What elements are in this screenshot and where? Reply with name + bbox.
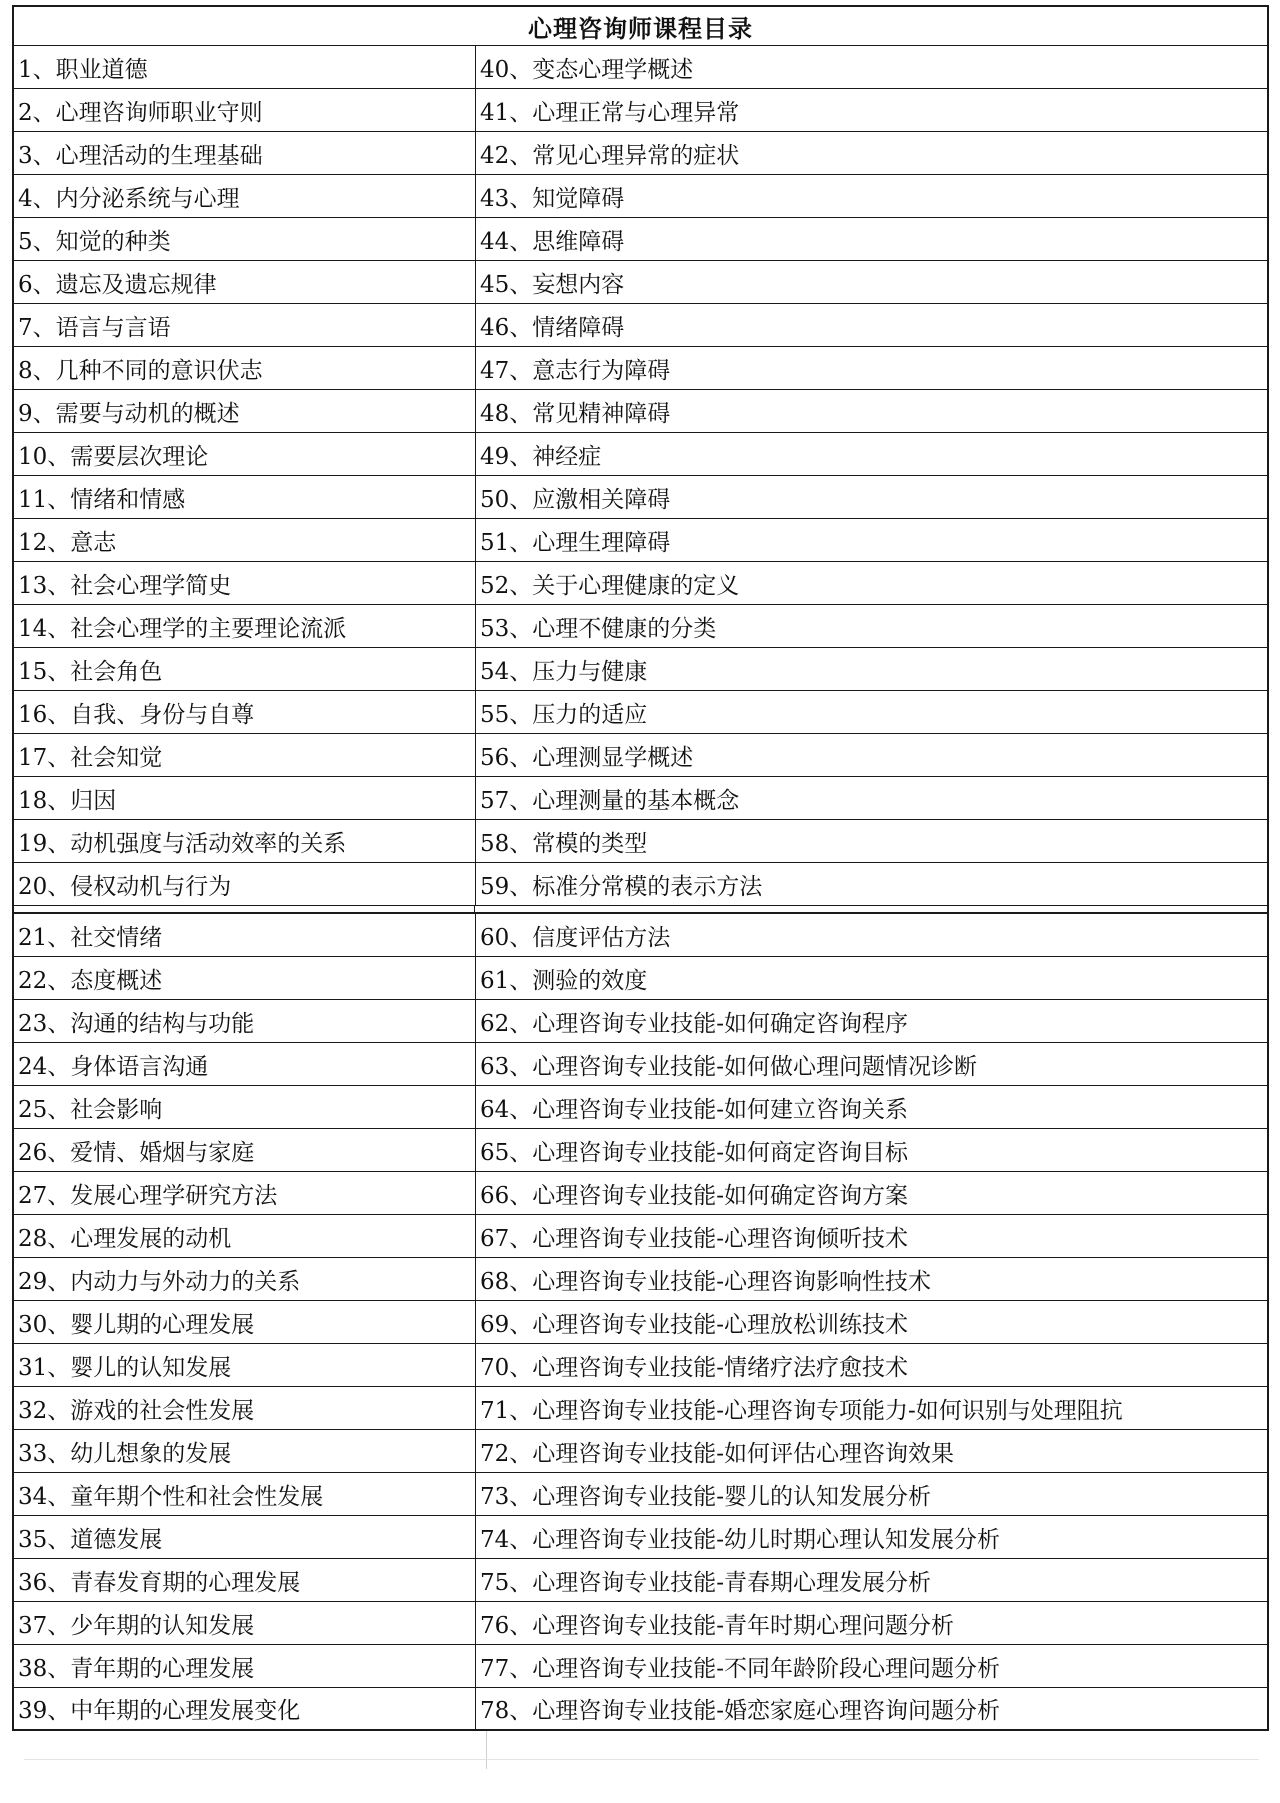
course-item-right: 45、妄想内容: [480, 271, 625, 298]
course-item-right: 64、心理咨询专业技能-如何建立咨询关系: [480, 1096, 909, 1123]
course-item-left: 18、归因: [14, 777, 476, 819]
course-item-left: 39、中年期的心理发展变化: [14, 1688, 476, 1729]
table-title: 心理咨询师课程目录: [12, 5, 1269, 46]
course-item-right: 41、心理正常与心理异常: [480, 99, 740, 126]
course-item-right: 52、关于心理健康的定义: [480, 572, 740, 599]
table-row: [14, 605, 1267, 648]
course-item-right: 76、心理咨询专业技能-青年时期心理问题分析: [480, 1612, 955, 1639]
table-row: [14, 1086, 1267, 1129]
table-row: [14, 1043, 1267, 1086]
table-row: [14, 175, 1267, 218]
table-row: [14, 562, 1267, 605]
course-item-right: 43、知觉障碍: [480, 185, 625, 212]
course-item-left: 24、身体语言沟通: [14, 1043, 476, 1085]
course-item-right: 67、心理咨询专业技能-心理咨询倾听技术: [480, 1225, 909, 1252]
table-block-upper: [12, 46, 1269, 906]
table-row: [14, 1344, 1267, 1387]
course-item-left: 34、童年期个性和社会性发展: [14, 1473, 476, 1515]
course-item-left: 22、态度概述: [14, 957, 476, 999]
course-item-right: 65、心理咨询专业技能-如何商定咨询目标: [480, 1139, 909, 1166]
course-item-left: 16、自我、身份与自尊: [14, 691, 476, 733]
course-item-left: 30、婴儿期的心理发展: [14, 1301, 476, 1343]
course-item-left: 10、需要层次理论: [14, 433, 476, 475]
course-item-right: 62、心理咨询专业技能-如何确定咨询程序: [480, 1010, 909, 1037]
course-item-right: 48、常见精神障碍: [480, 400, 671, 427]
course-item-left: 5、知觉的种类: [14, 218, 476, 260]
course-item-left: 31、婴儿的认知发展: [14, 1344, 476, 1386]
table-row: [14, 914, 1267, 957]
table-row: [14, 1129, 1267, 1172]
course-item-right: 51、心理生理障碍: [480, 529, 671, 556]
table-row: [14, 1559, 1267, 1602]
course-item-right: 74、心理咨询专业技能-幼儿时期心理认知发展分析: [480, 1526, 1001, 1553]
course-item-right: 55、压力的适应: [480, 701, 648, 728]
course-item-right: 57、心理测量的基本概念: [480, 787, 740, 814]
table-row: [14, 1473, 1267, 1516]
course-item-left: 19、动机强度与活动效率的关系: [14, 820, 476, 862]
course-item-right: 56、心理测显学概述: [480, 744, 694, 771]
course-item-right: 73、心理咨询专业技能-婴儿的认知发展分析: [480, 1483, 932, 1510]
course-item-right: 66、心理咨询专业技能-如何确定咨询方案: [480, 1182, 909, 1209]
table-row: [14, 648, 1267, 691]
course-item-left: 7、语言与言语: [14, 304, 476, 346]
course-catalog-table: [12, 5, 1269, 1769]
course-item-right: 69、心理咨询专业技能-心理放松训练技术: [480, 1311, 909, 1338]
course-item-right: 42、常见心理异常的症状: [480, 142, 740, 169]
table-row: [14, 863, 1267, 906]
course-item-left: 3、心理活动的生理基础: [14, 132, 476, 174]
course-item-right: 77、心理咨询专业技能-不同年龄阶段心理问题分析: [480, 1655, 1001, 1682]
course-item-right: 47、意志行为障碍: [480, 357, 671, 384]
course-item-right: 54、压力与健康: [480, 658, 648, 685]
table-row: [14, 820, 1267, 863]
table-row: [14, 1301, 1267, 1344]
course-item-left: 8、几种不同的意识伏志: [14, 347, 476, 389]
course-item-left: 4、内分泌系统与心理: [14, 175, 476, 217]
course-item-left: 15、社会角色: [14, 648, 476, 690]
section-divider: [12, 906, 1269, 914]
course-item-left: 12、意志: [14, 519, 476, 561]
table-row: [14, 390, 1267, 433]
course-item-right: 46、情绪障碍: [480, 314, 625, 341]
course-item-right: 71、心理咨询专业技能-心理咨询专项能力-如何识别与处理阻抗: [480, 1397, 1123, 1424]
table-row: [14, 777, 1267, 820]
course-item-left: 33、幼儿想象的发展: [14, 1430, 476, 1472]
table-row: [14, 957, 1267, 1000]
course-item-left: 17、社会知觉: [14, 734, 476, 776]
table-row: [14, 519, 1267, 562]
course-item-right: 44、思维障碍: [480, 228, 625, 255]
course-item-left: 27、发展心理学研究方法: [14, 1172, 476, 1214]
course-item-left: 1、职业道德: [14, 46, 476, 88]
table-row: [14, 218, 1267, 261]
course-item-right: 53、心理不健康的分类: [480, 615, 717, 642]
table-row: [14, 433, 1267, 476]
course-item-right: 63、心理咨询专业技能-如何做心理问题情况诊断: [480, 1053, 978, 1080]
course-item-left: 9、需要与动机的概述: [14, 390, 476, 432]
table-row: [14, 132, 1267, 175]
table-row: [14, 1000, 1267, 1043]
table-row: [14, 1602, 1267, 1645]
course-item-left: 21、社交情绪: [14, 914, 476, 956]
course-item-left: 13、社会心理学简史: [14, 562, 476, 604]
table-row: [14, 1258, 1267, 1301]
course-item-right: 70、心理咨询专业技能-情绪疗法疗愈技术: [480, 1354, 909, 1381]
course-item-right: 40、变态心理学概述: [480, 56, 694, 83]
course-item-right: 50、应激相关障碍: [480, 486, 671, 513]
course-item-left: 2、心理咨询师职业守则: [14, 89, 476, 131]
course-item-left: 11、情绪和情感: [14, 476, 476, 518]
course-item-left: 28、心理发展的动机: [14, 1215, 476, 1257]
course-item-right: 75、心理咨询专业技能-青春期心理发展分析: [480, 1569, 932, 1596]
course-item-left: 23、沟通的结构与功能: [14, 1000, 476, 1042]
table-row: [14, 1688, 1267, 1731]
course-item-left: 38、青年期的心理发展: [14, 1645, 476, 1687]
course-item-left: 32、游戏的社会性发展: [14, 1387, 476, 1429]
table-bottom-margin: [12, 1731, 1269, 1769]
course-item-left: 25、社会影响: [14, 1086, 476, 1128]
course-item-right: 78、心理咨询专业技能-婚恋家庭心理咨询问题分析: [480, 1698, 1001, 1724]
table-row: [14, 46, 1267, 89]
table-row: [14, 1387, 1267, 1430]
table-row: [14, 347, 1267, 390]
table-row: [14, 1516, 1267, 1559]
table-row: [14, 89, 1267, 132]
table-row: [14, 1172, 1267, 1215]
course-item-right: 61、测验的效度: [480, 967, 648, 994]
table-row: [14, 1215, 1267, 1258]
table-row: [14, 261, 1267, 304]
course-item-right: 49、神经症: [480, 443, 602, 470]
course-item-left: 14、社会心理学的主要理论流派: [14, 605, 476, 647]
course-item-left: 20、侵权动机与行为: [14, 863, 476, 905]
course-item-right: 72、心理咨询专业技能-如何评估心理咨询效果: [480, 1440, 955, 1467]
course-item-right: 60、信度评估方法: [480, 924, 671, 951]
table-row: [14, 304, 1267, 347]
table-block-lower: [12, 914, 1269, 1731]
table-row: [14, 1430, 1267, 1473]
course-item-left: 35、道德发展: [14, 1516, 476, 1558]
table-row: [14, 1645, 1267, 1688]
course-item-left: 26、爱情、婚烟与家庭: [14, 1129, 476, 1171]
table-row: [14, 476, 1267, 519]
course-item-right: 68、心理咨询专业技能-心理咨询影响性技术: [480, 1268, 932, 1295]
course-item-left: 37、少年期的认知发展: [14, 1602, 476, 1644]
table-row: [14, 691, 1267, 734]
table-row: [14, 734, 1267, 777]
course-item-left: 36、青春发育期的心理发展: [14, 1559, 476, 1601]
course-item-right: 59、标准分常模的表示方法: [480, 873, 763, 900]
course-item-right: 58、常模的类型: [480, 830, 648, 857]
course-item-left: 29、内动力与外动力的关系: [14, 1258, 476, 1300]
course-item-left: 6、遗忘及遗忘规律: [14, 261, 476, 303]
